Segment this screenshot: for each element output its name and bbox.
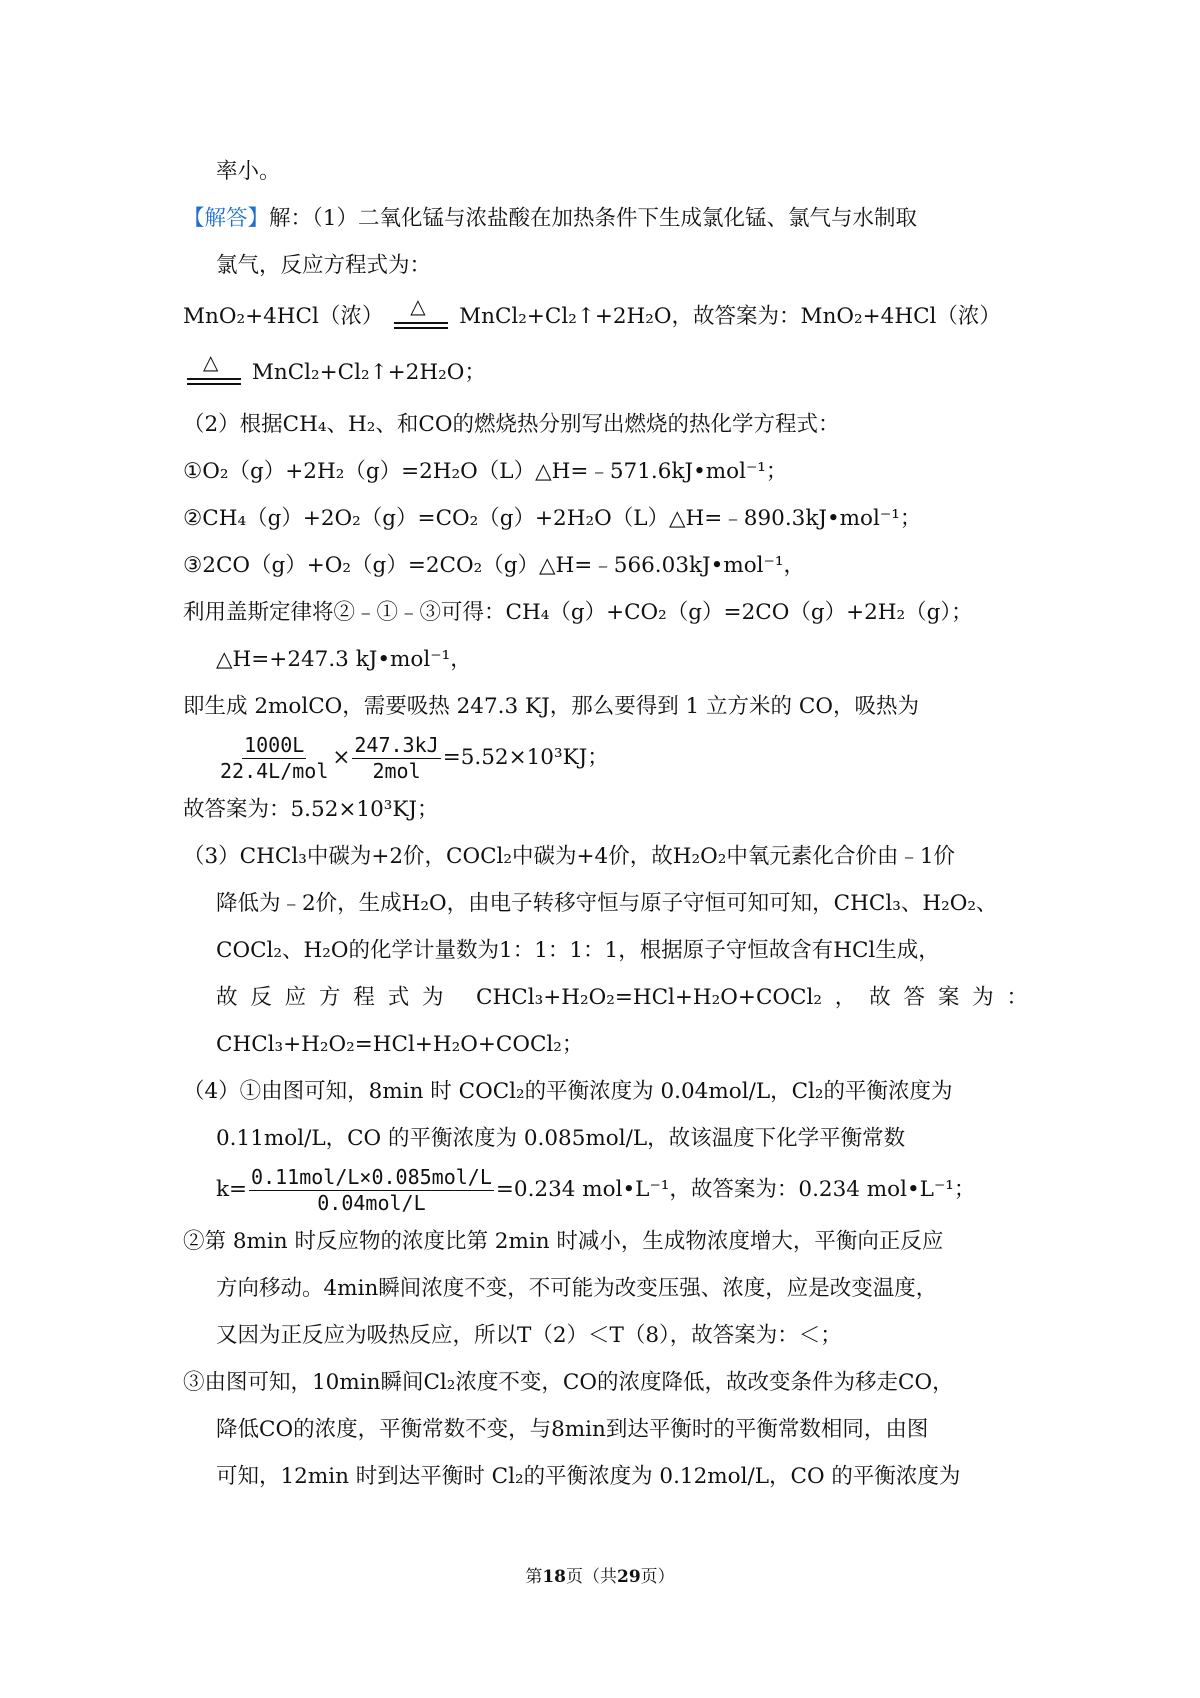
fraction-line: $\frac{1000L}{\text{22.4L/mol}}$ × $\frac{247.3kJ}{\text{2mol}}$ =5.52×10³KJ； [220,732,609,783]
text-line: （4）①由图可知，8min 时 COCl₂的平衡浓度为 0.04mol/L，Cl₂的平衡浓度为 [183,1079,953,1104]
equation-line: △ MnCl₂+Cl₂↑+2H₂O； [183,345,1028,401]
text-line: 故反应方程式为 CHCl₃+H₂O₂=HCl+H₂O+COCl₂，故答案为： [216,985,1028,1010]
thermo-equation-1: ①O₂（g）+2H₂（g）=2H₂O（L）△H=﹣571.6kJ•mol⁻¹； [183,459,788,484]
heating-condition-symbol: △ [392,302,450,332]
fraction: $\frac{\text{0.11mol/L×0.085mol/L}}{\text{0.04mol/L}}$ [251,1164,492,1215]
text-line: ③由图可知，10min瞬间Cl₂浓度不变，CO的浓度降低，故改变条件为移走CO， [183,1370,954,1395]
fraction-line: k= $\frac{\text{0.11mol/L×0.085mol/L}}{\text{0.04mol/L}}$ =0.234 mol•L⁻¹，故答案为：0.234 mol•L⁻¹； [216,1164,976,1215]
text-line: （3）CHCl₃中碳为+2价，COCl₂中碳为+4价，故H₂O₂中氧元素化合价由﹣1价 [183,844,956,869]
text-line: 降低为﹣2价，生成H₂O，由电子转移守恒与原子守恒可知可知，CHCl₃、H₂O₂、 [216,891,998,916]
text-line: 又因为正反应为吸热反应，所以T（2）＜T（8），故答案为：＜； [216,1323,842,1348]
text-line: COCl₂、H₂O的化学计量数为1：1：1：1，根据原子守恒故含有HCl生成， [216,938,940,963]
page-number: 18 [542,1567,566,1587]
text-line: 可知，12min 时到达平衡时 Cl₂的平衡浓度为 0.12mol/L，CO 的平衡浓度为 [216,1464,961,1489]
answer-body [183,148,1028,1500]
text-line: 故答案为：5.52×10³KJ； [183,797,439,822]
fraction: $\frac{247.3kJ}{\text{2mol}}$ [354,732,439,783]
answer-label: 【解答】 [183,206,270,231]
text-line: 率小。 [216,159,281,184]
fraction: $\frac{1000L}{\text{22.4L/mol}}$ [220,732,329,783]
heating-condition-symbol: △ [185,358,243,388]
thermo-equation-3: ③2CO（g）+O₂（g）=2CO₂（g）△H=﹣566.03kJ•mol⁻¹， [183,553,805,578]
text-line: 方向移动。4min瞬间浓度不变，不可能为改变压强、浓度，应是改变温度， [216,1276,938,1301]
equation-line: MnO₂+4HCl（浓） △ MnCl₂+Cl₂↑+2H₂O，故答案为：MnO₂+4HCl（浓） [183,289,1028,345]
text-line: △H=+247.3 kJ•mol⁻¹， [216,647,472,672]
text-line: 【解答】解：（1）二氧化锰与浓盐酸在加热条件下生成氯化锰、氯气与水制取 [183,206,917,231]
thermo-equation-2: ②CH₄（g）+2O₂（g）=CO₂（g）+2H₂O（L）△H=﹣890.3kJ•mol⁻¹； [183,506,922,531]
text-line: 氯气，反应方程式为： [216,253,432,278]
text-line: 0.11mol/L，CO 的平衡浓度为 0.085mol/L，故该温度下化学平衡常数 [216,1126,906,1151]
text-line: （2）根据CH₄、H₂、和CO的燃烧热分别写出燃烧的热化学方程式： [183,412,840,437]
text-line: CHCl₃+H₂O₂=HCl+H₂O+COCl₂； [216,1032,584,1057]
text-line: 即生成 2molCO，需要吸热 247.3 KJ，那么要得到 1 立方米的 CO，吸热为 [183,694,919,719]
text-line: 降低CO的浓度，平衡常数不变，与8min到达平衡时的平衡常数相同，由图 [216,1417,929,1442]
page-footer: 第18页（共29页） [525,1567,675,1587]
text-line: 利用盖斯定律将②﹣①﹣③可得：CH₄（g）+CO₂（g）=2CO（g）+2H₂（g）； [183,600,973,625]
text-line: ②第 8min 时反应物的浓度比第 2min 时减小，生成物浓度增大，平衡向正反应 [183,1229,944,1254]
page-total: 29 [617,1567,641,1587]
